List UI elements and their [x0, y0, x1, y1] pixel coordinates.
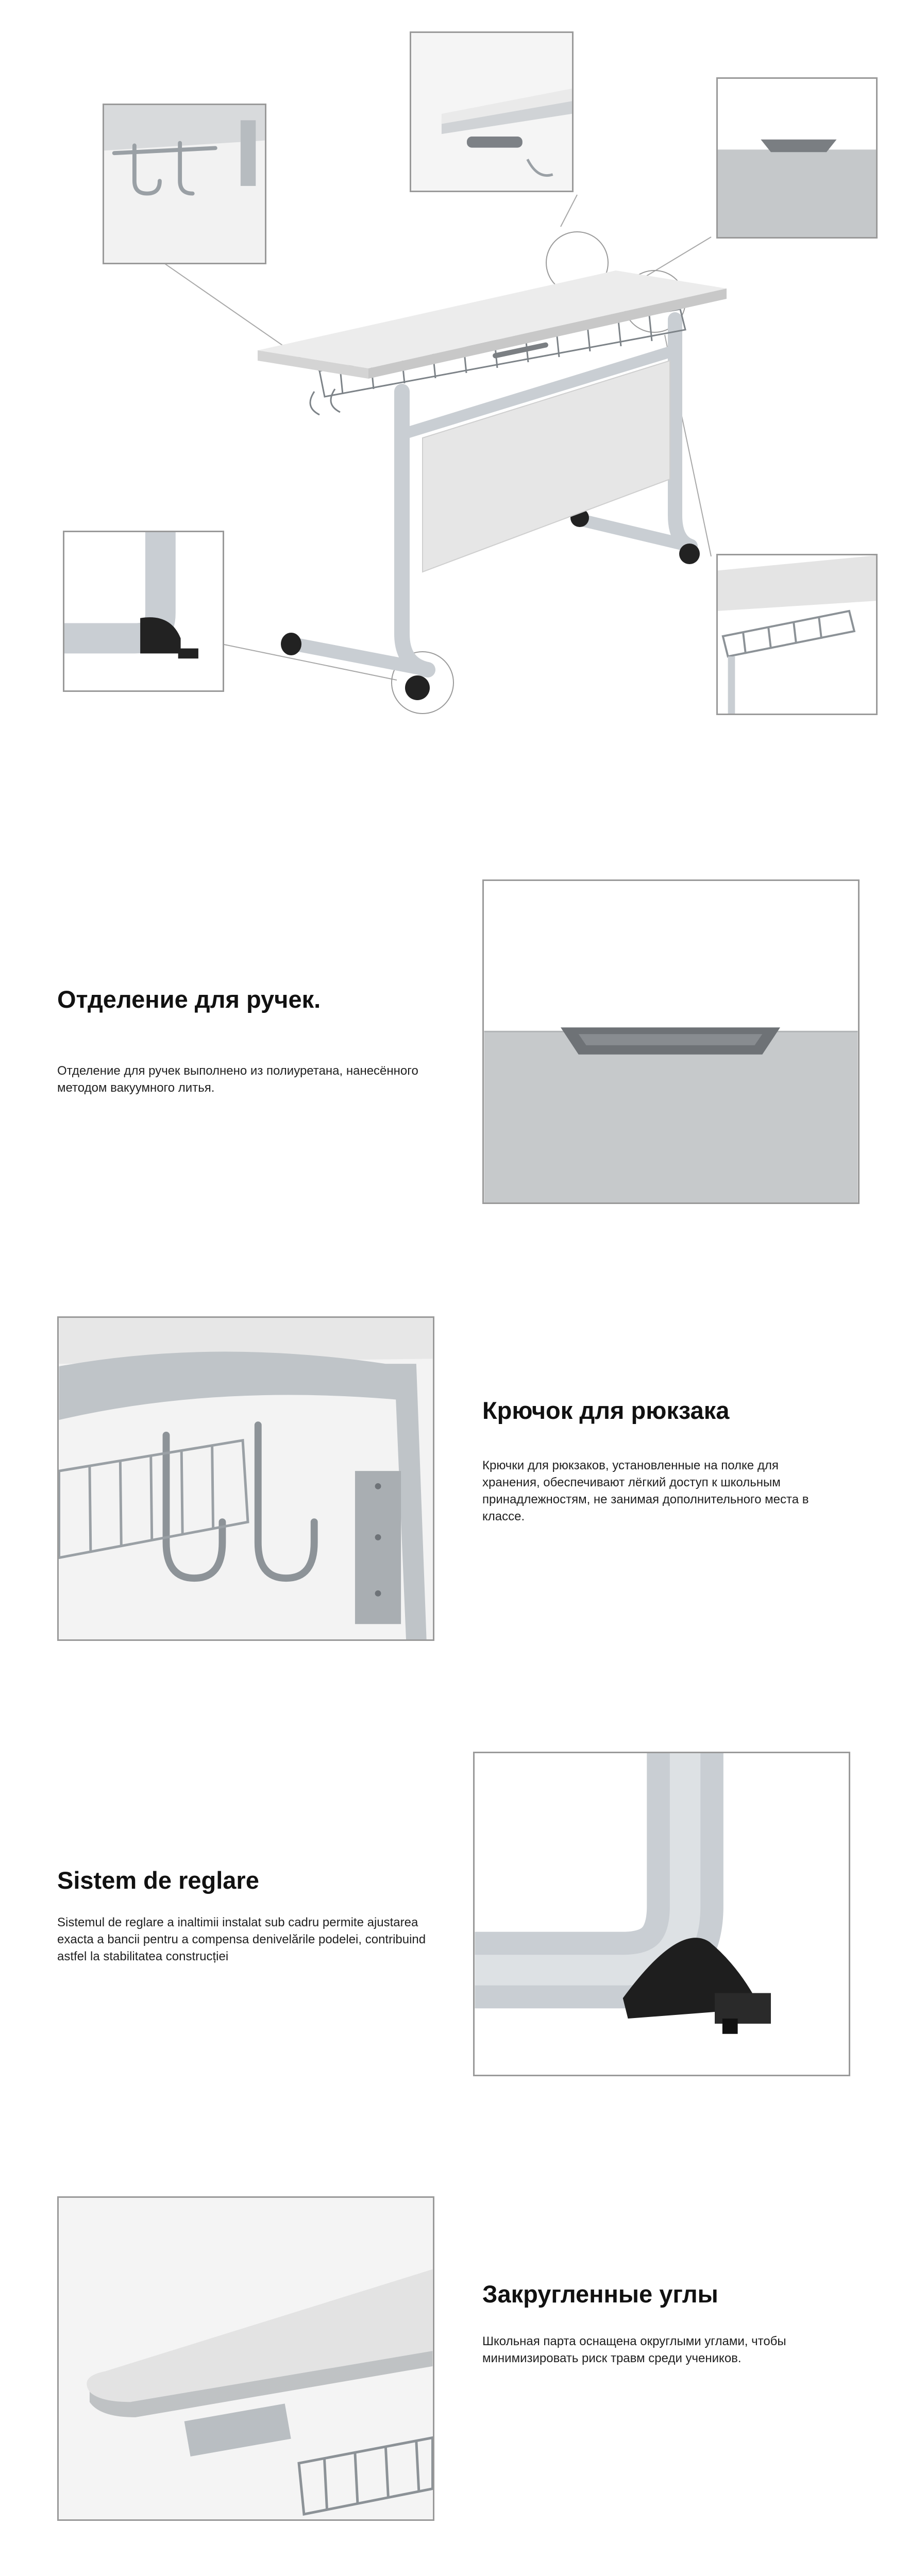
section-description: Отделение для ручек выполнено из полиуретана, нанесённого методом вакуумного литья.	[57, 1064, 418, 1095]
section-description: Крючки для рюкзаков, установленные на полке для хранения, обеспечивают лёгкий доступ к школьным принадлежностям, не занимая дополнительного места в классе.	[482, 1459, 809, 1523]
section-image	[57, 2196, 434, 2521]
section-title: Sistem de reglare	[57, 1867, 259, 1894]
section-image	[473, 1752, 850, 2076]
pen-slot-thumbnail-icon	[718, 79, 876, 237]
callout-image-leveling-foot	[63, 531, 224, 692]
section-description: Школьная парта оснащена округлыми углами, чтобы минимизировать риск травм среди учеников.	[482, 2334, 786, 2365]
backpack-hook-detail-icon	[59, 1318, 433, 1639]
section-title: Отделение для ручек.	[57, 986, 321, 1013]
section-description: Sistemul de reglare a inaltimii instalat sub cadru permite ajustarea exacta a bancii pentru a compensa denivelările podelei, contribuind astfel la stabilitatea construcției	[57, 1916, 426, 1963]
section-title: Закругленные углы	[482, 2280, 718, 2308]
callout-image-pen-slot	[716, 77, 878, 239]
backpack-hook-thumbnail-icon	[104, 105, 265, 263]
callout-image-backpack-hooks	[103, 104, 266, 264]
rounded-corner-detail-icon	[59, 2198, 433, 2519]
pen-compartment-detail-icon	[484, 881, 858, 1202]
leveling-foot-thumbnail-icon	[64, 532, 223, 690]
callout-image-shelf	[716, 554, 878, 715]
callout-image-pen-compartment	[410, 31, 574, 192]
shelf-thumbnail-icon	[718, 555, 876, 714]
desk-top	[258, 270, 727, 379]
section-image	[482, 879, 860, 1204]
section-image	[57, 1316, 434, 1641]
hero-diagram	[0, 0, 909, 773]
pen-compartment-thumbnail-icon	[411, 33, 572, 191]
section-title: Крючок для рюкзака	[482, 1397, 730, 1424]
leveling-foot-detail-icon	[475, 1753, 849, 2075]
